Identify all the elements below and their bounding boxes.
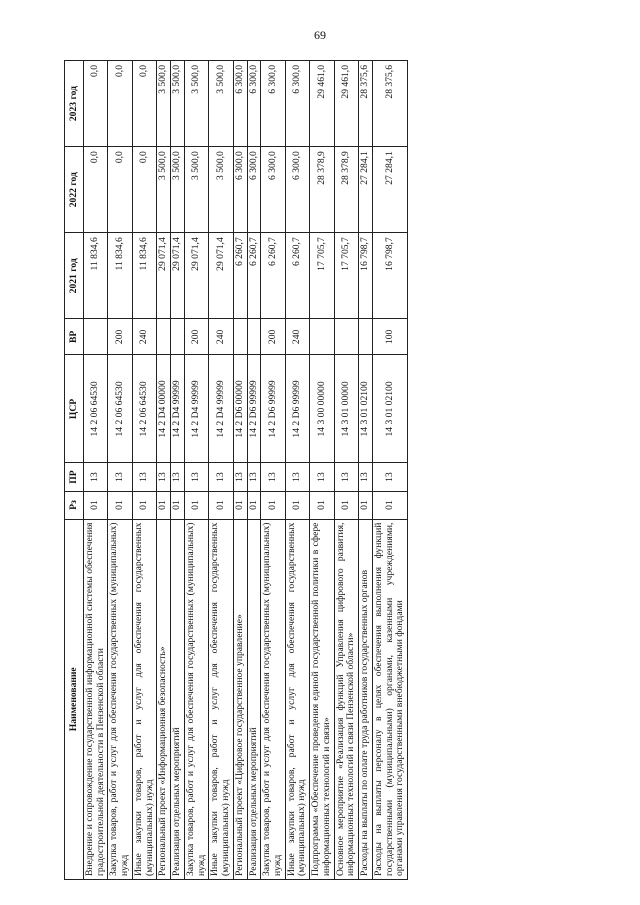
- table-row: [310, 61, 334, 880]
- page-number: 69: [314, 28, 326, 42]
- cell-vr: [233, 319, 247, 355]
- cell-name: Реализация отдельных мероприятий: [247, 519, 261, 879]
- cell-rz: 01: [372, 491, 407, 519]
- cell-2021: 29 071,4: [209, 233, 233, 319]
- cell-csr: 14 2 06 64530: [108, 355, 132, 463]
- cell-name: Иные закупки товаров, работ и услуг для обеспечения государственных (муниципальных) нужд: [209, 519, 233, 879]
- cell-2021: 6 260,7: [247, 233, 261, 319]
- cell-pr: 13: [285, 463, 309, 491]
- cell-2022: 27 284,1: [372, 147, 407, 233]
- header-pr: ПР: [65, 463, 84, 491]
- cell-name: Региональный проект «Информационная безопасность»: [157, 519, 171, 879]
- cell-2022: 28 378,9: [310, 147, 334, 233]
- cell-csr: 14 3 01 02100: [372, 355, 407, 463]
- cell-rz: 01: [261, 491, 285, 519]
- table-row: [233, 61, 247, 880]
- table-row: [334, 61, 358, 880]
- cell-rz: 01: [184, 491, 208, 519]
- cell-2021: 11 834,6: [84, 233, 108, 319]
- cell-2023: 3 500,0: [184, 61, 208, 147]
- header-csr: ЦСР: [65, 355, 84, 463]
- cell-2021: 6 260,7: [261, 233, 285, 319]
- table-row: [247, 61, 261, 880]
- cell-2022: 6 300,0: [233, 147, 247, 233]
- table-row: [157, 61, 171, 880]
- cell-csr: 14 2 D6 99999: [261, 355, 285, 463]
- cell-2021: 16 798,7: [372, 233, 407, 319]
- cell-name: Расходы на выплаты по оплате труда работников государственных органов: [359, 519, 373, 879]
- rotated-table-container: [64, 60, 579, 880]
- cell-pr: 13: [261, 463, 285, 491]
- header-vr: ВР: [65, 319, 84, 355]
- cell-2022: 0,0: [84, 147, 108, 233]
- cell-name: Основное мероприятие «Реализация функций Управления цифрового развития, информационных технологий и связи Пензенской области»: [334, 519, 358, 879]
- cell-vr: [334, 319, 358, 355]
- table-header-row: [65, 61, 84, 880]
- cell-2021: 6 260,7: [233, 233, 247, 319]
- table-row: [184, 61, 208, 880]
- cell-2021: 6 260,7: [285, 233, 309, 319]
- header-name: Наименование: [65, 519, 84, 879]
- table-body: [84, 61, 408, 880]
- cell-rz: 01: [233, 491, 247, 519]
- header-2021: 2021 год: [65, 233, 84, 319]
- table-row: [171, 61, 185, 880]
- cell-2023: 6 300,0: [285, 61, 309, 147]
- cell-2022: 6 300,0: [261, 147, 285, 233]
- table-row: [372, 61, 407, 880]
- cell-2023: 3 500,0: [157, 61, 171, 147]
- cell-pr: 13: [157, 463, 171, 491]
- cell-csr: 14 2 D6 99999: [247, 355, 261, 463]
- cell-vr: 240: [209, 319, 233, 355]
- cell-vr: [247, 319, 261, 355]
- cell-pr: 13: [108, 463, 132, 491]
- cell-vr: 240: [132, 319, 156, 355]
- cell-name: Региональный проект «Цифровое государственное управление»: [233, 519, 247, 879]
- cell-2022: 6 300,0: [285, 147, 309, 233]
- cell-rz: 01: [84, 491, 108, 519]
- cell-pr: 13: [334, 463, 358, 491]
- budget-table: [64, 60, 408, 880]
- cell-2021: 11 834,6: [108, 233, 132, 319]
- table-row: [285, 61, 309, 880]
- cell-2023: 0,0: [108, 61, 132, 147]
- table-row: [359, 61, 373, 880]
- cell-2022: 27 284,1: [359, 147, 373, 233]
- cell-vr: [171, 319, 185, 355]
- cell-csr: 14 2 06 64530: [84, 355, 108, 463]
- cell-2022: 3 500,0: [157, 147, 171, 233]
- cell-name: Закупка товаров, работ и услуг для обеспечения государственных (муниципальных) нужд: [184, 519, 208, 879]
- cell-2021: 29 071,4: [157, 233, 171, 319]
- cell-csr: 14 2 D6 00000: [233, 355, 247, 463]
- cell-2021: 16 798,7: [359, 233, 373, 319]
- cell-pr: 13: [84, 463, 108, 491]
- table-row: [132, 61, 156, 880]
- cell-rz: 01: [285, 491, 309, 519]
- table-row: [209, 61, 233, 880]
- cell-2023: 29 461,0: [310, 61, 334, 147]
- cell-2021: 17 705,7: [334, 233, 358, 319]
- cell-2023: 3 500,0: [171, 61, 185, 147]
- cell-2021: 29 071,4: [171, 233, 185, 319]
- cell-pr: 13: [359, 463, 373, 491]
- cell-2023: 0,0: [132, 61, 156, 147]
- cell-vr: [84, 319, 108, 355]
- table-row: [108, 61, 132, 880]
- cell-name: Реализация отдельных мероприятий: [171, 519, 185, 879]
- cell-pr: 13: [209, 463, 233, 491]
- cell-vr: [310, 319, 334, 355]
- cell-rz: 01: [157, 491, 171, 519]
- cell-pr: 13: [233, 463, 247, 491]
- cell-csr: 14 2 D4 99999: [171, 355, 185, 463]
- cell-name: Подпрограмма «Обеспечение проведения единой государственной политики в сфере информационных технологий и связи»: [310, 519, 334, 879]
- cell-2023: 29 461,0: [334, 61, 358, 147]
- cell-name: Иные закупки товаров, работ и услуг для обеспечения государственных (муниципальных) нужд: [285, 519, 309, 879]
- cell-rz: 01: [247, 491, 261, 519]
- header-2022: 2022 год: [65, 147, 84, 233]
- cell-name: Закупка товаров, работ и услуг для обеспечения государственных (муниципальных) нужд: [108, 519, 132, 879]
- cell-name: Иные закупки товаров, работ и услуг для обеспечения государственных (муниципальных) нужд: [132, 519, 156, 879]
- cell-pr: 13: [132, 463, 156, 491]
- header-rz: Рз: [65, 491, 84, 519]
- cell-2023: 28 375,6: [372, 61, 407, 147]
- cell-name: Закупка товаров, работ и услуг для обеспечения государственных (муниципальных) нужд: [261, 519, 285, 879]
- cell-name: Внедрение и сопровождение государственной информационной системы обеспечения градостроительной деятельности в Пензенской области: [84, 519, 108, 879]
- cell-vr: 240: [285, 319, 309, 355]
- cell-rz: 01: [334, 491, 358, 519]
- cell-2023: 0,0: [84, 61, 108, 147]
- cell-2023: 3 500,0: [209, 61, 233, 147]
- cell-name: Расходы на выплаты персоналу в целях обеспечения выполнения функций государственными (муниципальными) органами, казенными учреждениями, органами управления государственными внебюджетными фондами: [372, 519, 407, 879]
- cell-2022: 3 500,0: [184, 147, 208, 233]
- table-row: [84, 61, 108, 880]
- cell-rz: 01: [310, 491, 334, 519]
- cell-csr: 14 3 00 00000: [310, 355, 334, 463]
- cell-csr: 14 2 D6 99999: [285, 355, 309, 463]
- cell-2021: 29 071,4: [184, 233, 208, 319]
- cell-vr: 200: [261, 319, 285, 355]
- cell-vr: 200: [184, 319, 208, 355]
- cell-pr: 13: [247, 463, 261, 491]
- cell-pr: 13: [171, 463, 185, 491]
- cell-2022: 6 300,0: [247, 147, 261, 233]
- cell-2022: 28 378,9: [334, 147, 358, 233]
- cell-pr: 13: [310, 463, 334, 491]
- cell-vr: 200: [108, 319, 132, 355]
- cell-2022: 3 500,0: [209, 147, 233, 233]
- cell-pr: 13: [372, 463, 407, 491]
- header-2023: 2023 год: [65, 61, 84, 147]
- cell-vr: [157, 319, 171, 355]
- cell-csr: 14 3 01 02100: [359, 355, 373, 463]
- cell-2022: 0,0: [108, 147, 132, 233]
- cell-csr: 14 2 D4 99999: [209, 355, 233, 463]
- cell-csr: 14 2 D4 99999: [184, 355, 208, 463]
- cell-2023: 28 375,6: [359, 61, 373, 147]
- cell-csr: 14 2 06 64530: [132, 355, 156, 463]
- cell-2023: 6 300,0: [247, 61, 261, 147]
- cell-rz: 01: [359, 491, 373, 519]
- cell-2022: 3 500,0: [171, 147, 185, 233]
- cell-vr: 100: [372, 319, 407, 355]
- cell-2023: 6 300,0: [233, 61, 247, 147]
- cell-2021: 11 834,6: [132, 233, 156, 319]
- cell-vr: [359, 319, 373, 355]
- cell-rz: 01: [132, 491, 156, 519]
- cell-csr: 14 3 01 00000: [334, 355, 358, 463]
- cell-rz: 01: [171, 491, 185, 519]
- cell-csr: 14 2 D4 00000: [157, 355, 171, 463]
- cell-rz: 01: [209, 491, 233, 519]
- cell-pr: 13: [184, 463, 208, 491]
- table-row: [261, 61, 285, 880]
- cell-2022: 0,0: [132, 147, 156, 233]
- cell-2023: 6 300,0: [261, 61, 285, 147]
- cell-2021: 17 705,7: [310, 233, 334, 319]
- cell-rz: 01: [108, 491, 132, 519]
